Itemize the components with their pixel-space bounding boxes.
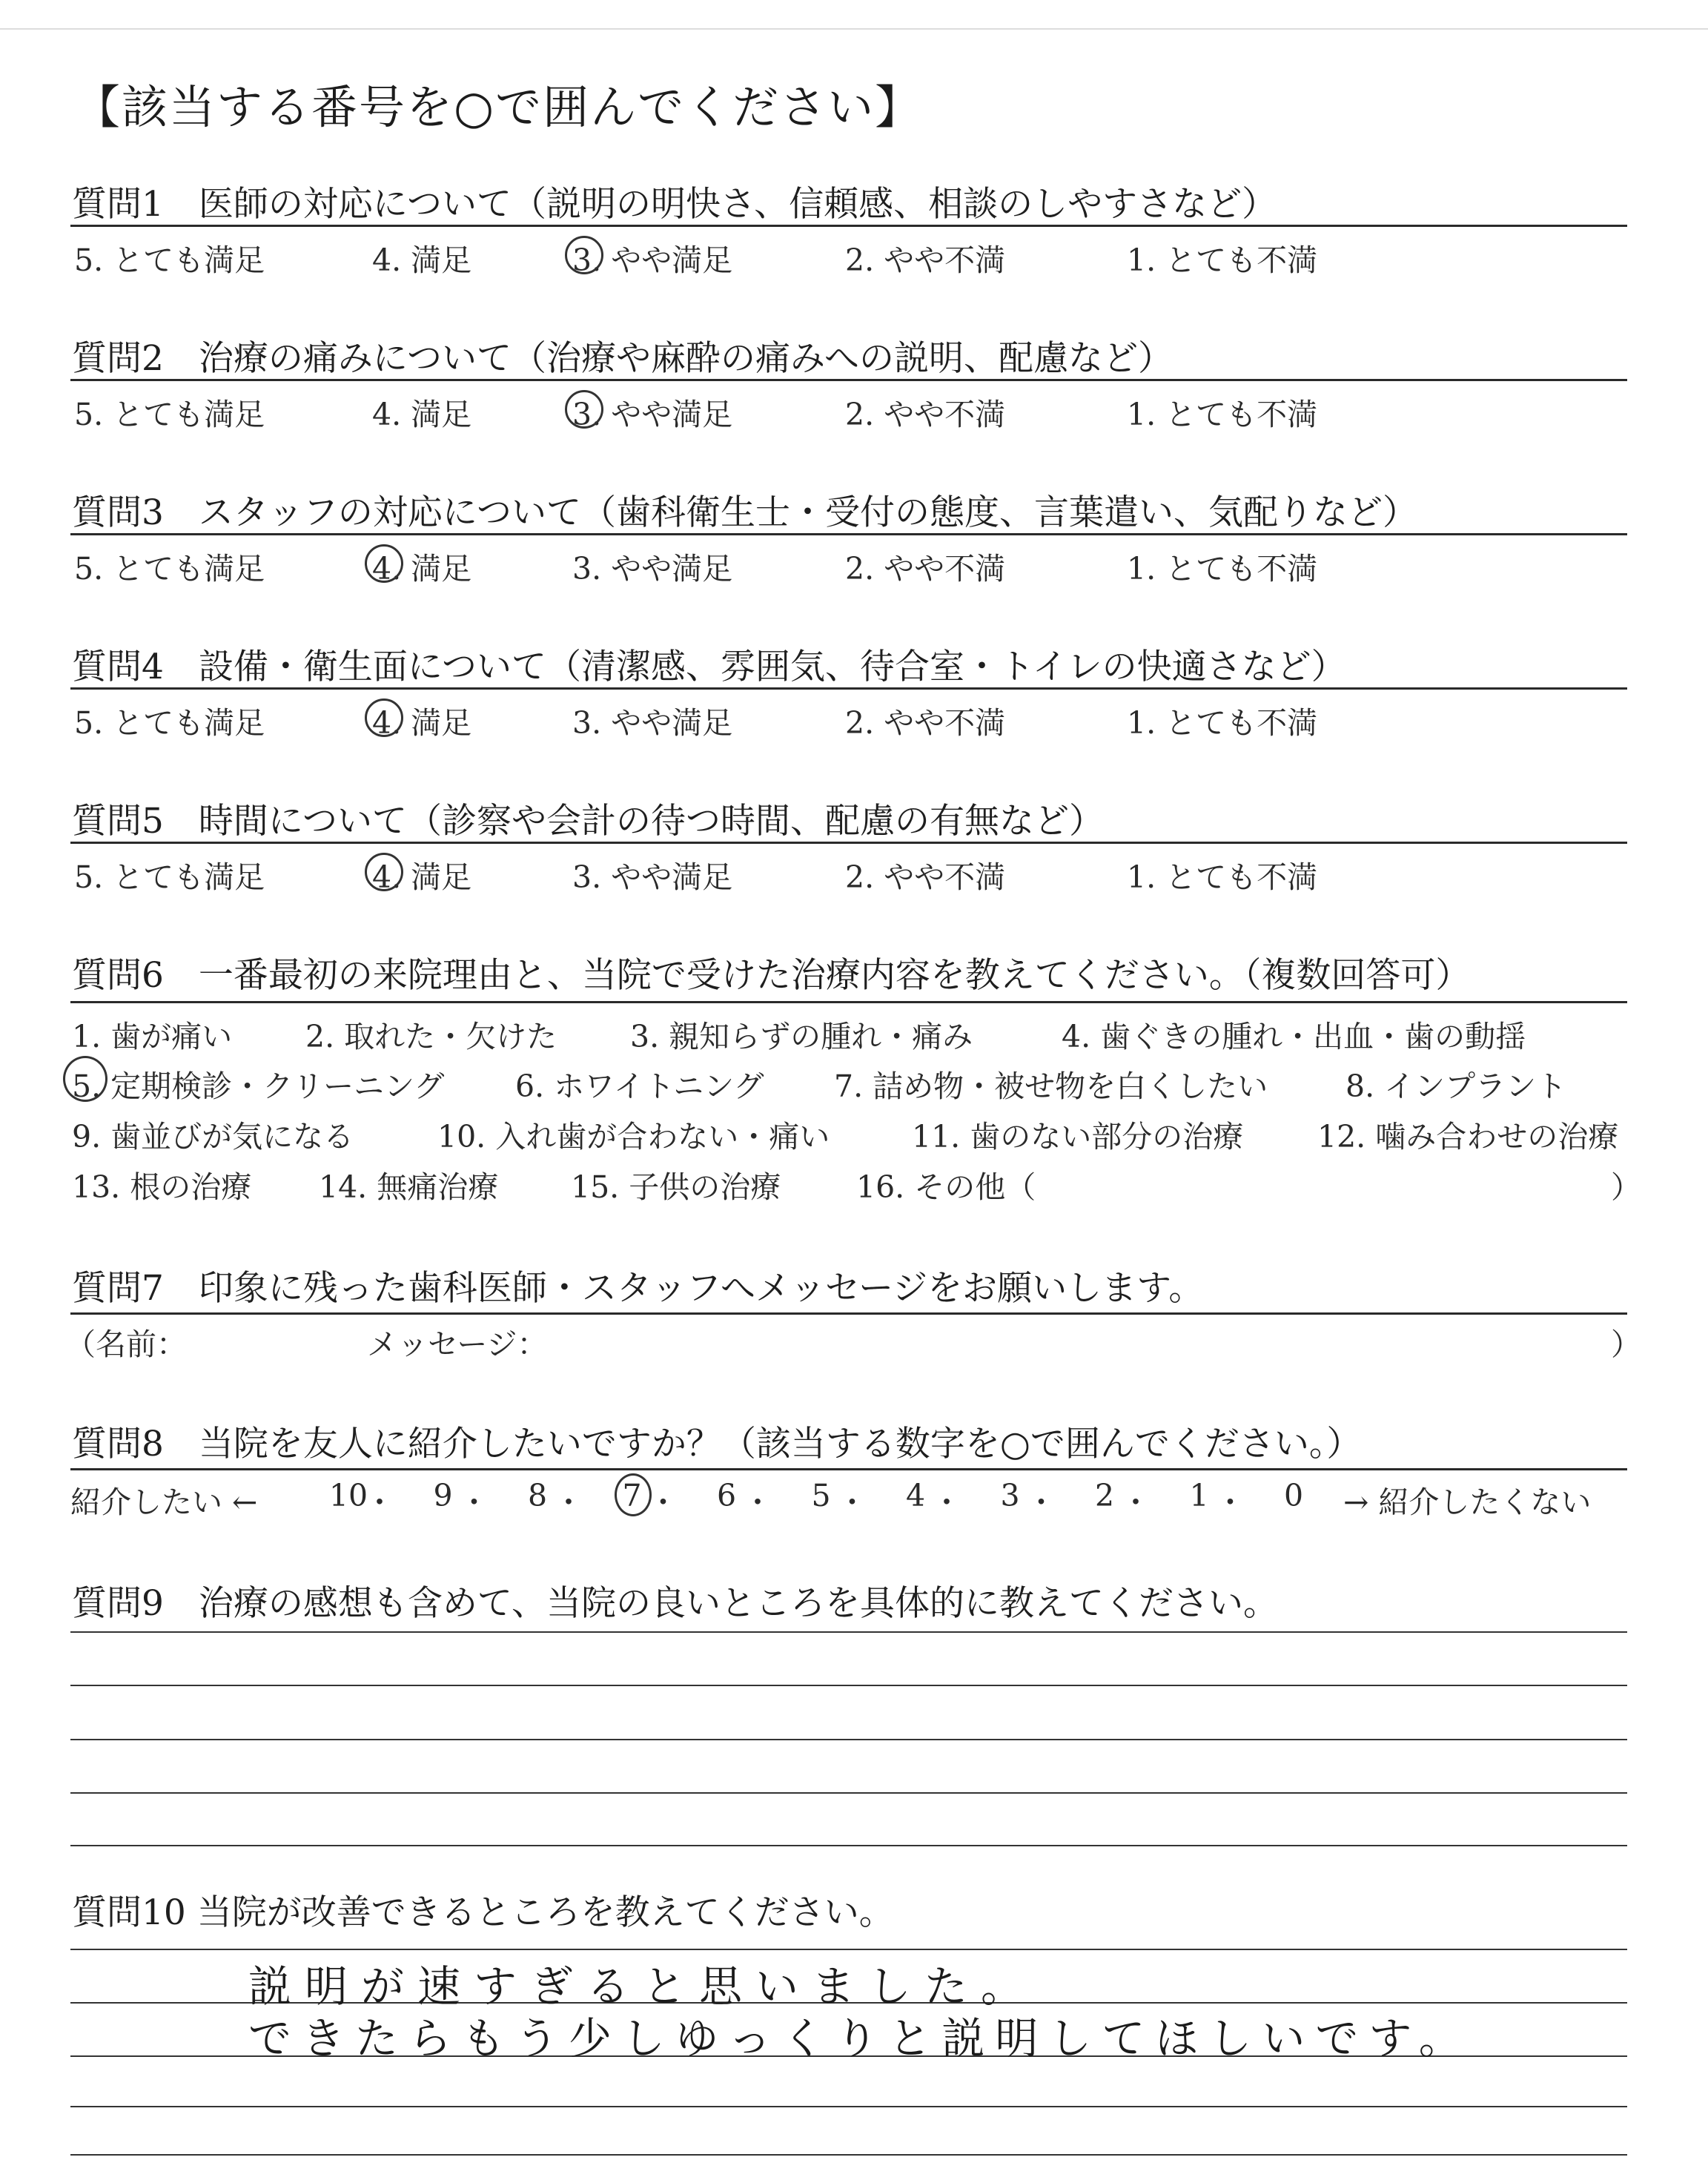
- selected-circle-mark: [63, 1056, 107, 1102]
- scale-number[interactable]: 4: [905, 1478, 926, 1513]
- scale-number[interactable]: 10: [328, 1478, 368, 1513]
- answer-line: [70, 1739, 1627, 1740]
- rating-option[interactable]: 5. とても満足: [74, 859, 265, 895]
- scale-number[interactable]: 5: [811, 1478, 831, 1513]
- q6-option[interactable]: 1. 歯が痛い: [72, 1019, 233, 1054]
- question-5-title: 質問5 時間について（診察や会計の待つ時間、配慮の有無など）: [72, 801, 1104, 842]
- rating-option[interactable]: 1. とても不満: [1127, 705, 1318, 741]
- question-4-title: 質問4 設備・衛生面について（清潔感、雰囲気、待合室・トイレの快適さなど）: [72, 647, 1346, 687]
- rating-option[interactable]: 2. やや不満: [845, 397, 1006, 432]
- rating-option[interactable]: 1. とても不満: [1127, 397, 1318, 432]
- q6-option[interactable]: 5. 定期検診・クリーニング: [72, 1069, 445, 1104]
- question-6-title: 質問6 一番最初の来院理由と、当院で受けた治療内容を教えてください。（複数回答可）: [72, 955, 1471, 996]
- rating-option[interactable]: 3. やや満足: [572, 705, 733, 741]
- q6-option[interactable]: 4. 歯ぐきの腫れ・出血・歯の動揺: [1062, 1019, 1526, 1054]
- scale-separator: ・: [648, 1484, 678, 1520]
- message-label: メッセージ：: [367, 1327, 548, 1362]
- rating-option[interactable]: 4. 満足: [372, 397, 472, 432]
- selected-circle-mark: [565, 236, 603, 274]
- scale-number[interactable]: 0: [1283, 1478, 1304, 1513]
- scale-number[interactable]: 9: [433, 1478, 453, 1513]
- selected-circle-mark: [365, 853, 403, 891]
- q6-other-close-paren: ）: [1611, 1169, 1641, 1205]
- rating-option[interactable]: 3. やや満足: [572, 859, 733, 895]
- rating-option[interactable]: 4. 満足: [372, 859, 472, 895]
- answer-line: [70, 1685, 1627, 1686]
- question-9-title: 質問9 治療の感想も含めて、当院の良いところを具体的に教えてください。: [72, 1583, 1278, 1624]
- recommend-left-label: 紹介したい ←: [70, 1484, 258, 1520]
- q6-option[interactable]: 7. 詰め物・被せ物を白くしたい: [834, 1069, 1268, 1104]
- q6-option[interactable]: 6. ホワイトニング: [515, 1069, 764, 1104]
- rating-option[interactable]: 1. とても不満: [1127, 242, 1318, 278]
- page-header: 【該当する番号を○で囲んでください】: [74, 80, 923, 134]
- q6-option[interactable]: 16. その他（: [856, 1169, 1036, 1205]
- scale-separator: ・: [837, 1484, 867, 1520]
- selected-circle-mark: [365, 544, 403, 583]
- selected-circle-mark: [365, 698, 403, 737]
- question-7-title: 質問7 印象に残った歯科医師・スタッフへメッセージをお願いします。: [72, 1268, 1204, 1309]
- rating-option[interactable]: 3. やや満足: [572, 551, 733, 587]
- q6-option[interactable]: 10. 入れ歯が合わない・痛い: [437, 1119, 830, 1155]
- q6-option[interactable]: 12. 噛み合わせの治療: [1317, 1119, 1619, 1155]
- answer-line: [70, 1792, 1627, 1794]
- question-3-title: 質問3 スタッフの対応について（歯科衛生士・受付の態度、言葉遣い、気配りなど）: [72, 492, 1417, 533]
- q6-option[interactable]: 9. 歯並びが気になる: [72, 1119, 354, 1155]
- q7-close-paren: ）: [1611, 1327, 1641, 1362]
- scale-number[interactable]: 7: [622, 1478, 642, 1513]
- question-2-rule: [70, 379, 1627, 381]
- scale-separator: ・: [553, 1484, 584, 1520]
- rating-option[interactable]: 2. やや不満: [845, 551, 1006, 587]
- question-6-rule: [70, 1001, 1627, 1003]
- scan-edge-line: [0, 28, 1708, 30]
- rating-option[interactable]: 5. とても満足: [74, 705, 265, 741]
- rating-option[interactable]: 4. 満足: [372, 551, 472, 587]
- rating-option[interactable]: 1. とても不満: [1127, 551, 1318, 587]
- answer-line: [70, 1949, 1627, 1950]
- rating-option[interactable]: 5. とても満足: [74, 397, 265, 432]
- scale-separator: ・: [459, 1484, 489, 1520]
- name-label: （名前：: [65, 1327, 187, 1362]
- rating-option[interactable]: 3. やや満足: [572, 242, 733, 278]
- q6-option[interactable]: 2. 取れた・欠けた: [305, 1019, 557, 1054]
- scale-number[interactable]: 6: [716, 1478, 737, 1513]
- q6-option[interactable]: 8. インプラント: [1345, 1069, 1567, 1104]
- question-5-rule: [70, 842, 1627, 844]
- scale-number[interactable]: 8: [527, 1478, 548, 1513]
- rating-option[interactable]: 4. 満足: [372, 705, 472, 741]
- q6-option[interactable]: 13. 根の治療: [72, 1169, 252, 1205]
- rating-option[interactable]: 1. とても不満: [1127, 859, 1318, 895]
- question-4-rule: [70, 687, 1627, 690]
- question-10-title: 質問10 当院が改善できるところを教えてください。: [72, 1892, 894, 1933]
- rating-option[interactable]: 3. やや満足: [572, 397, 733, 432]
- scale-number[interactable]: 3: [1000, 1478, 1020, 1513]
- q6-option[interactable]: 3. 親知らずの腫れ・痛み: [630, 1019, 973, 1054]
- q6-option[interactable]: 11. 歯のない部分の治療: [912, 1119, 1244, 1155]
- question-8-rule: [70, 1468, 1627, 1470]
- scale-separator: ・: [1120, 1484, 1151, 1520]
- rating-option[interactable]: 4. 満足: [372, 242, 472, 278]
- scale-separator: ・: [364, 1484, 395, 1520]
- question-7-rule: [70, 1312, 1627, 1315]
- scale-separator: ・: [1026, 1484, 1056, 1520]
- rating-option[interactable]: 2. やや不満: [845, 242, 1006, 278]
- rating-option[interactable]: 5. とても満足: [74, 242, 265, 278]
- handwritten-answer-line-2: できたらもう少しゆっくりと説明してほしいです。: [248, 2013, 1472, 2064]
- scale-separator: ・: [1215, 1484, 1245, 1520]
- q6-option[interactable]: 14. 無痛治療: [319, 1169, 499, 1205]
- selected-circle-mark: [565, 390, 603, 429]
- rating-option[interactable]: 2. やや不満: [845, 705, 1006, 741]
- question-1-rule: [70, 225, 1627, 227]
- scale-number[interactable]: 1: [1189, 1478, 1209, 1513]
- answer-line: [70, 1845, 1627, 1846]
- question-1-title: 質問1 医師の対応について（説明の明快さ、信頼感、相談のしやすさなど）: [72, 184, 1277, 225]
- handwritten-answer-line-1: 説明が速すぎると思いました。: [248, 1961, 1038, 2012]
- answer-line: [70, 2154, 1627, 2156]
- scale-number[interactable]: 2: [1094, 1478, 1115, 1513]
- question-2-title: 質問2 治療の痛みについて（治療や麻酔の痛みへの説明、配慮など）: [72, 338, 1174, 379]
- q6-option[interactable]: 15. 子供の治療: [571, 1169, 781, 1205]
- answer-line: [70, 2106, 1627, 2107]
- rating-option[interactable]: 2. やや不満: [845, 859, 1006, 895]
- question-8-title: 質問8 当院を友人に紹介したいですか？（該当する数字を○で囲んでください。）: [72, 1424, 1362, 1464]
- scale-separator: ・: [742, 1484, 773, 1520]
- answer-line: [70, 1631, 1627, 1633]
- scale-separator: ・: [931, 1484, 962, 1520]
- recommend-right-label: → 紹介したくない: [1343, 1484, 1592, 1520]
- question-3-rule: [70, 533, 1627, 535]
- rating-option[interactable]: 5. とても満足: [74, 551, 265, 587]
